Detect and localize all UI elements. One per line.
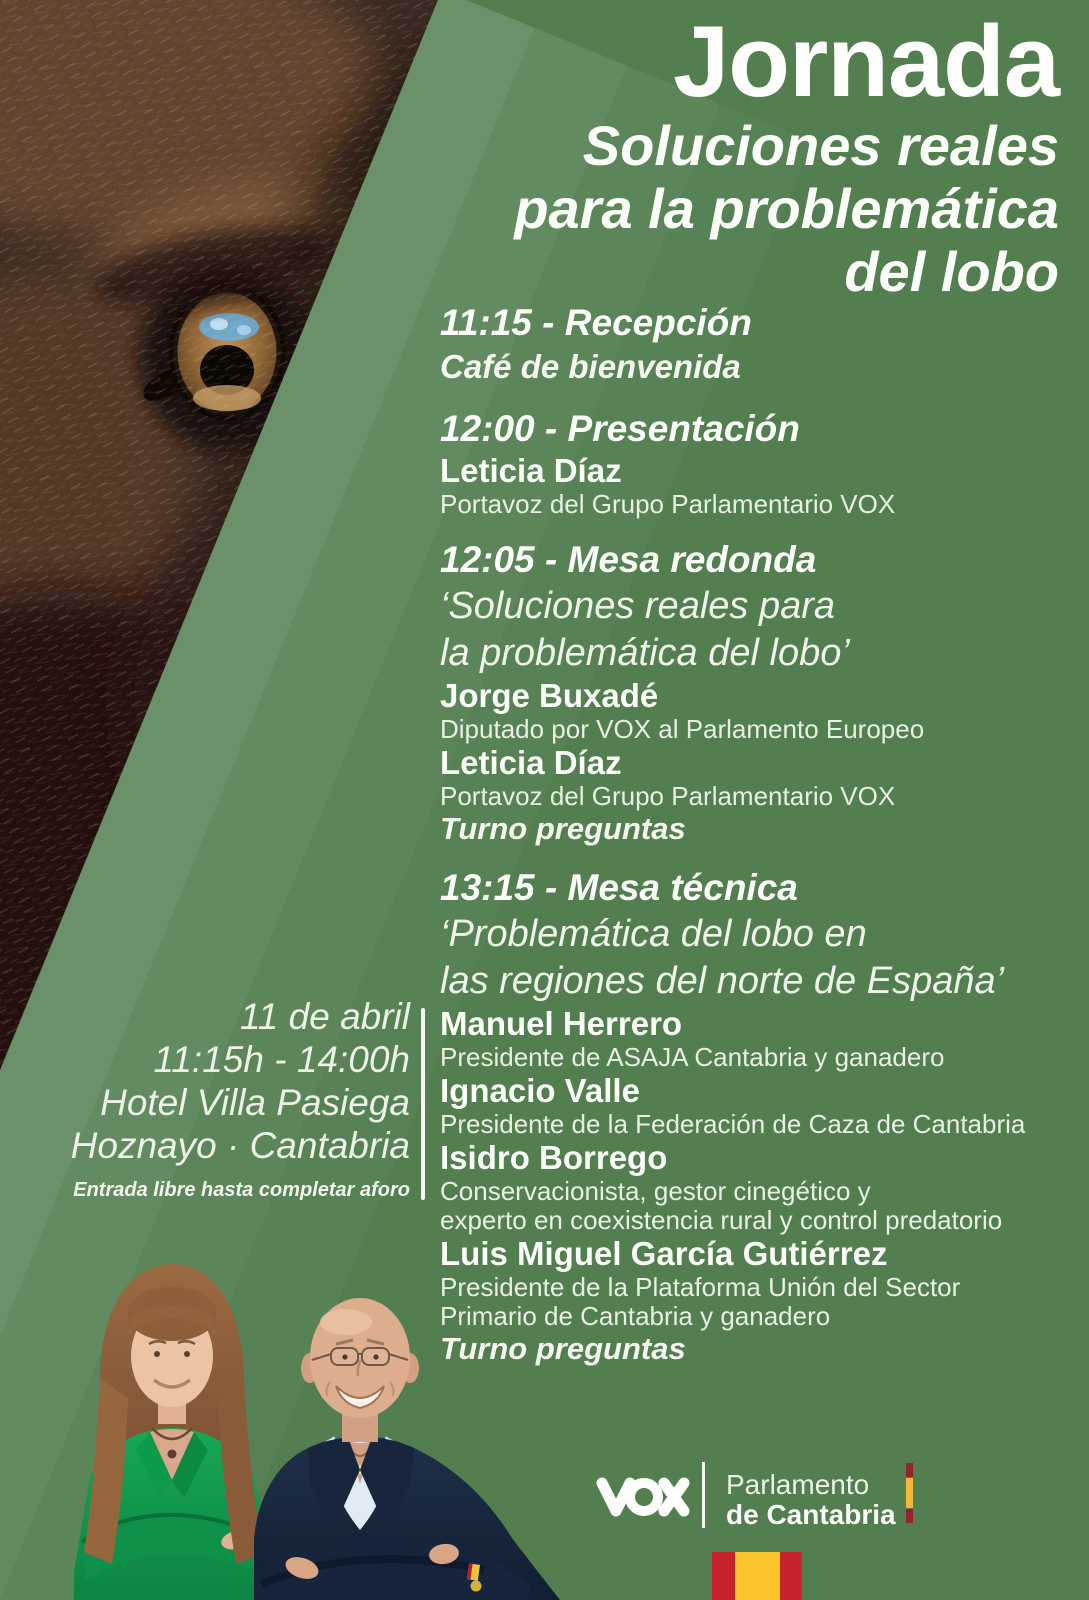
event-info-divider [421, 1008, 425, 1200]
event-venue: Hotel Villa Pasiega [100, 1082, 410, 1123]
session-footer: Turno preguntas [440, 1331, 686, 1366]
flag-yellow-stripe [906, 1478, 913, 1508]
session-quote-line: ‘Problemática del lobo en [440, 913, 867, 955]
schedule-section [440, 300, 1060, 388]
org-name [726, 1470, 896, 1530]
poster-title: Jornada [673, 6, 1059, 118]
session-footer: Turno preguntas [440, 811, 686, 846]
speaker-role-line: Presidente de ASAJA Cantabria y ganadero [440, 1042, 945, 1072]
session-note: Café de bienvenida [440, 348, 741, 385]
schedule [440, 300, 1060, 1367]
footer-divider [702, 1462, 705, 1528]
photo-leticia-diaz [74, 1264, 274, 1600]
flag-red-stripe [712, 1552, 735, 1600]
speaker-role-line: Conservacionista, gestor cinegético y [440, 1176, 871, 1206]
spain-flag [712, 1552, 802, 1600]
speaker-role-line: Presidente de la Plataforma Unión del Sector [440, 1272, 961, 1302]
poster-subtitle [514, 114, 1059, 303]
schedule-section [440, 406, 1060, 519]
subtitle-line: Soluciones reales [582, 114, 1059, 177]
speaker-name: Isidro Borrego [440, 1139, 668, 1176]
speaker-role-line: Diputado por VOX al Parlamento Europeo [440, 714, 925, 744]
subtitle-line: para la problemática [514, 177, 1059, 240]
session-quote-line: la problemática del lobo’ [440, 632, 850, 674]
speaker-name: Ignacio Valle [440, 1072, 640, 1109]
event-info [71, 995, 410, 1202]
event-admission: Entrada libre hasta completar aforo [73, 1179, 410, 1201]
subtitle-line: del lobo [844, 240, 1059, 303]
speaker-role-line: Presidente de la Federación de Caza de Cantabria [440, 1109, 1026, 1139]
vox-logo [594, 1474, 690, 1520]
event-time: 11:15h - 14:00h [153, 1039, 410, 1080]
speaker-role-line: Portavoz del Grupo Parlamentario VOX [440, 781, 896, 811]
org-line1: Parlamento [726, 1469, 870, 1500]
spain-flag-small [906, 1463, 913, 1523]
speaker-role-line: experto en coexistencia rural y control predatorio [440, 1205, 1003, 1235]
speaker-name: Luis Miguel García Gutiérrez [440, 1235, 888, 1272]
flag-red-stripe [906, 1463, 913, 1477]
speaker-name: Leticia Díaz [440, 744, 622, 781]
speaker-name: Jorge Buxadé [440, 677, 659, 714]
schedule-section [440, 865, 1060, 1367]
session-time-title: 11:15 - Recepción [440, 302, 752, 343]
event-date: 11 de abril [239, 996, 410, 1037]
org-line2: de Cantabria [726, 1499, 896, 1530]
flag-red-stripe [780, 1552, 802, 1600]
flag-yellow-stripe [735, 1552, 780, 1600]
session-quote-line: ‘Soluciones reales para [440, 585, 836, 627]
speaker-role-line: Primario de Cantabria y ganadero [440, 1301, 831, 1331]
session-time-title: 12:00 - Presentación [440, 408, 800, 449]
event-location: Hoznayo · Cantabria [70, 1125, 410, 1166]
speaker-role-line: Portavoz del Grupo Parlamentario VOX [440, 489, 896, 519]
speaker-name: Leticia Díaz [440, 452, 622, 489]
session-time-title: 12:05 - Mesa redonda [440, 539, 817, 580]
flag-red-stripe [906, 1509, 913, 1523]
session-quote-line: las regiones del norte de España’ [440, 960, 1005, 1002]
speaker-name: Manuel Herrero [440, 1005, 683, 1042]
schedule-section [440, 537, 1060, 847]
session-time-title: 13:15 - Mesa técnica [440, 867, 798, 908]
title-block [514, 6, 1059, 303]
